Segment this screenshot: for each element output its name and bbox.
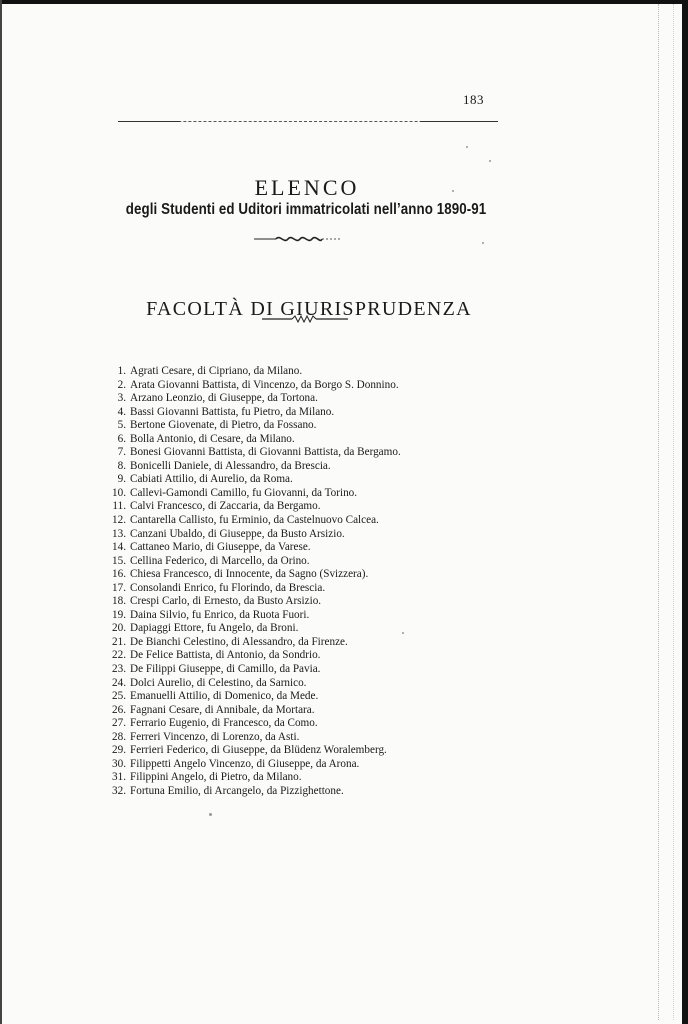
student-list — [104, 365, 464, 799]
item-text: Cabiati Attilio, di Aurelio, da Roma. — [130, 473, 293, 486]
list-item — [104, 677, 464, 691]
item-text: Agrati Cesare, di Cipriano, da Milano. — [130, 365, 303, 377]
item-number: 10. — [112, 486, 126, 499]
item-number: 6. — [117, 432, 126, 445]
list-item — [104, 663, 464, 677]
list-item — [104, 528, 464, 542]
item-number: 14. — [112, 541, 126, 554]
item-number: 20. — [112, 622, 126, 635]
item-number: 9. — [117, 473, 126, 486]
list-item — [104, 595, 464, 609]
item-text: Arzano Leonzio, di Giuseppe, da Tortona. — [130, 392, 318, 405]
item-number: 16. — [112, 568, 126, 581]
item-text: Bolla Antonio, di Cesare, da Milano. — [130, 432, 295, 445]
list-item — [104, 609, 464, 623]
item-number: 18. — [112, 595, 126, 608]
list-item — [104, 568, 464, 582]
item-number: 30. — [112, 757, 126, 770]
item-text: Fortuna Emilio, di Arcangelo, da Pizzighettone. — [130, 784, 344, 797]
item-number: 21. — [112, 635, 126, 648]
item-number: 22. — [112, 649, 126, 662]
list-item — [104, 433, 464, 447]
item-text: Emanuelli Attilio, di Domenico, da Mede. — [130, 690, 319, 703]
list-item — [104, 365, 464, 379]
item-text: Bertone Giovenate, di Pietro, da Fossano. — [130, 419, 317, 432]
list-item — [104, 500, 464, 514]
item-number: 3. — [117, 392, 126, 405]
item-text: Dolci Aurelio, di Celestino, da Sarnico. — [130, 676, 307, 689]
list-item — [104, 785, 464, 799]
item-number: 1. — [117, 365, 126, 377]
item-number: 12. — [112, 514, 126, 527]
item-text: Arata Giovanni Battista, di Vincenzo, da Borgo S. Donnino. — [130, 378, 399, 391]
header-rule-left — [118, 121, 180, 122]
item-text: De Bianchi Celestino, di Alessandro, da Firenze. — [130, 635, 348, 648]
item-text: Bonicelli Daniele, di Alessandro, da Brescia. — [130, 459, 331, 472]
ornament-divider-icon — [254, 232, 340, 246]
list-item — [104, 717, 464, 731]
item-number: 7. — [117, 446, 126, 459]
item-text: Filippini Angelo, di Pietro, da Milano. — [130, 771, 302, 784]
wave-divider-icon — [262, 313, 348, 325]
item-number: 29. — [112, 744, 126, 757]
item-number: 4. — [117, 405, 126, 418]
list-item — [104, 690, 464, 704]
item-text: Canzani Ubaldo, di Giuseppe, da Busto Arsizio. — [130, 527, 345, 540]
item-text: Ferreri Vincenzo, di Lorenzo, da Asti. — [130, 730, 300, 743]
item-text: Ferrieri Federico, di Giuseppe, da Blüdenz Woralemberg. — [130, 744, 387, 757]
list-item — [104, 731, 464, 745]
item-number: 5. — [117, 419, 126, 432]
list-item — [104, 622, 464, 636]
item-text: Callevi-Gamondi Camillo, fu Giovanni, da Torino. — [130, 486, 358, 499]
item-text: Filippetti Angelo Vincenzo, di Giuseppe, da Arona. — [130, 757, 360, 770]
scan-edge-top — [0, 0, 688, 4]
item-number: 13. — [112, 527, 126, 540]
item-text: Daina Silvio, fu Enrico, da Ruota Fuori. — [130, 608, 310, 621]
scan-edge-right — [682, 0, 688, 1024]
item-number: 23. — [112, 663, 126, 676]
list-item — [104, 379, 464, 393]
page-number: 183 — [463, 92, 484, 107]
scan-speck — [452, 190, 454, 192]
item-number: 17. — [112, 581, 126, 594]
item-number: 28. — [112, 730, 126, 743]
item-number: 26. — [112, 703, 126, 716]
item-text: De Filippi Giuseppe, di Camillo, da Pavia. — [130, 663, 321, 676]
list-item — [104, 419, 464, 433]
item-text: De Felice Battista, di Antonio, da Sondrio. — [130, 649, 321, 662]
scan-speck — [466, 146, 468, 148]
item-number: 25. — [112, 690, 126, 703]
list-item — [104, 406, 464, 420]
item-text: Cellina Federico, di Marcello, da Orino. — [130, 554, 310, 567]
item-number: 31. — [112, 771, 126, 784]
item-text: Calvi Francesco, di Zaccaria, da Bergamo. — [130, 500, 321, 513]
list-item — [104, 744, 464, 758]
item-number: 32. — [112, 784, 126, 797]
faculty-heading: FACOLTÀ DI GIURISPRUDENZA — [146, 297, 472, 320]
list-item — [104, 487, 464, 501]
list-item — [104, 473, 464, 487]
item-number: 19. — [112, 608, 126, 621]
item-text: Ferrario Eugenio, di Francesco, da Como. — [130, 717, 318, 730]
scan-speck — [489, 160, 491, 162]
list-item — [104, 582, 464, 596]
list-item — [104, 758, 464, 772]
list-item — [104, 771, 464, 785]
item-text: Bonesi Giovanni Battista, di Giovanni Battista, da Bergamo. — [130, 446, 401, 459]
item-text: Cattaneo Mario, di Giuseppe, da Varese. — [130, 541, 311, 554]
item-text: Dapiaggi Ettore, fu Angelo, da Broni. — [130, 622, 299, 635]
item-text: Fagnani Cesare, di Annibale, da Mortara. — [130, 703, 315, 716]
binding-gutter — [658, 4, 674, 1020]
list-item — [104, 555, 464, 569]
list-item — [104, 392, 464, 406]
item-number: 8. — [117, 459, 126, 472]
list-item — [104, 514, 464, 528]
header-rule-right — [420, 121, 498, 122]
list-item — [104, 541, 464, 555]
scan-speck — [402, 632, 404, 634]
list-item — [104, 704, 464, 718]
item-number: 15. — [112, 554, 126, 567]
scan-speck — [209, 813, 212, 816]
scan-speck — [482, 242, 484, 244]
list-item — [104, 649, 464, 663]
list-item — [104, 446, 464, 460]
item-number: 27. — [112, 717, 126, 730]
item-number: 2. — [117, 378, 126, 391]
page-subtitle: degli Studenti ed Uditori immatricolati nell’anno 1890-91 — [125, 201, 487, 218]
list-item — [104, 460, 464, 474]
scan-edge-left — [0, 0, 2, 1024]
item-number: 24. — [112, 676, 126, 689]
item-text: Crespi Carlo, di Ernesto, da Busto Arsizio. — [130, 595, 322, 608]
item-text: Cantarella Callisto, fu Erminio, da Castelnuovo Calcea. — [130, 514, 379, 527]
page-title: ELENCO — [254, 174, 360, 200]
list-item — [104, 636, 464, 650]
item-text: Bassi Giovanni Battista, fu Pietro, da Milano. — [130, 405, 335, 418]
item-text: Chiesa Francesco, di Innocente, da Sagno (Svizzera). — [130, 568, 369, 581]
item-text: Consolandi Enrico, fu Florindo, da Brescia. — [130, 581, 326, 594]
item-number: 11. — [112, 500, 126, 513]
